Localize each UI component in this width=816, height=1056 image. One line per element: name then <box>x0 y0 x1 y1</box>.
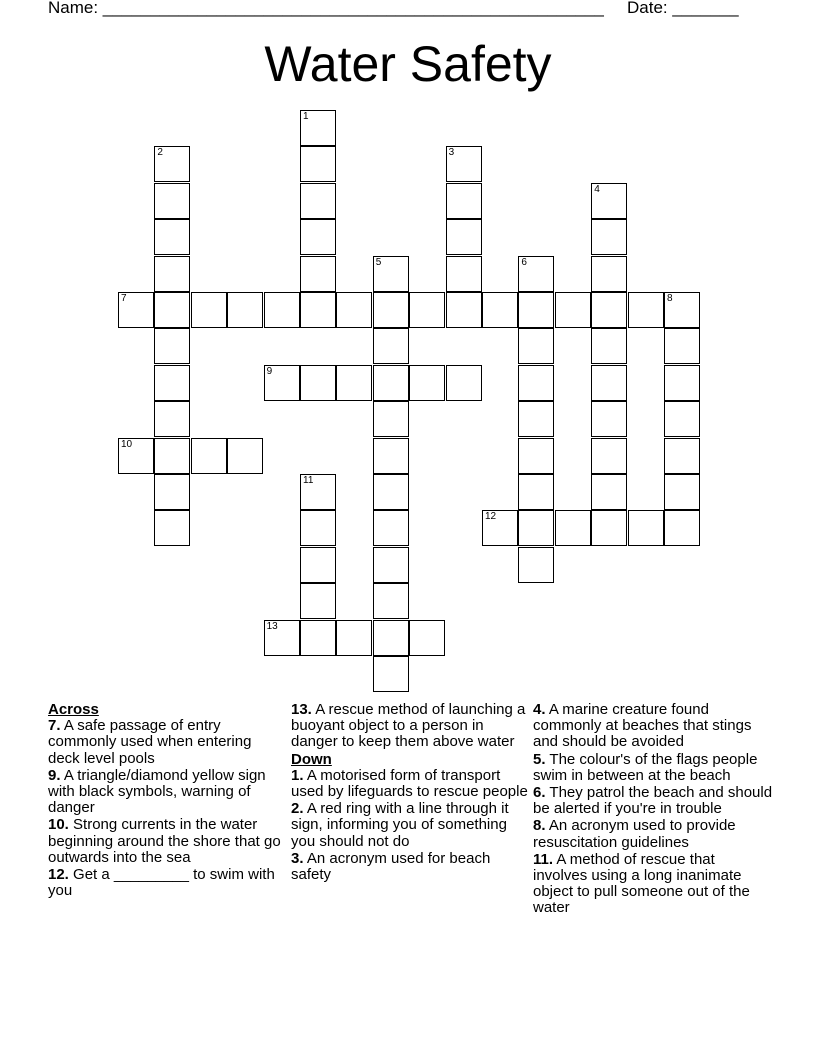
grid-cell[interactable] <box>264 620 300 656</box>
grid-cell[interactable] <box>555 292 591 328</box>
grid-cell[interactable] <box>628 510 664 546</box>
grid-cell[interactable] <box>591 474 627 510</box>
cell-number: 1 <box>303 111 309 122</box>
page-title: Water Safety <box>264 36 552 92</box>
grid-cell[interactable] <box>300 365 336 401</box>
clue-down-11 <box>533 852 773 917</box>
grid-cell[interactable] <box>373 583 409 619</box>
grid-cell[interactable] <box>373 292 409 328</box>
grid-cell[interactable] <box>591 183 627 219</box>
grid-cell[interactable] <box>591 328 627 364</box>
grid-cell[interactable] <box>555 510 591 546</box>
grid-cell[interactable] <box>591 219 627 255</box>
grid-cell[interactable] <box>591 401 627 437</box>
grid-cell[interactable] <box>373 401 409 437</box>
grid-cell[interactable] <box>446 292 482 328</box>
clue-number: 13. <box>291 701 312 718</box>
grid-cell[interactable] <box>409 620 445 656</box>
grid-cell[interactable] <box>482 510 518 546</box>
cell-number: 9 <box>266 365 273 377</box>
grid-cell[interactable] <box>373 547 409 583</box>
clue-number: 5. <box>533 750 546 768</box>
clue-text: An acronym used for beach safety <box>291 849 491 884</box>
clue-text: A safe passage of entry commonly used when entering deck level pools <box>48 717 252 767</box>
grid-cell[interactable] <box>373 328 409 364</box>
grid-cell[interactable] <box>628 292 664 328</box>
clue-number: 1. <box>291 766 304 784</box>
grid-cell[interactable] <box>591 365 627 401</box>
grid-cell[interactable] <box>264 365 300 401</box>
cell-number: 12 <box>485 511 497 523</box>
grid-cell[interactable] <box>118 292 154 328</box>
clue-text: Strong currents in the water beginning around the shore that go outwards into the sea <box>48 816 281 866</box>
grid-cell[interactable] <box>300 256 336 292</box>
grid-cell[interactable] <box>154 365 190 401</box>
clue-number: 9. <box>48 766 61 784</box>
grid-cell[interactable] <box>664 328 700 364</box>
grid-cell[interactable] <box>154 401 190 437</box>
grid-cell[interactable] <box>591 292 627 328</box>
grid-cell[interactable] <box>227 438 263 474</box>
clues-column-1 <box>48 702 286 900</box>
grid-cell[interactable] <box>664 365 700 401</box>
cell-number: 8 <box>667 293 673 304</box>
grid-cell[interactable] <box>300 183 336 219</box>
grid-cell[interactable] <box>373 620 409 656</box>
cell-number: 10 <box>121 438 133 450</box>
clue-across-7 <box>48 718 286 767</box>
clue-number: 6. <box>533 784 546 802</box>
clue-text: A triangle/diamond yellow sign with black symbols, warning of danger <box>48 766 266 817</box>
cell-number: 3 <box>448 147 455 159</box>
clue-number: 8. <box>533 817 546 835</box>
clue-down-5 <box>533 752 773 784</box>
grid-cell[interactable] <box>664 438 700 474</box>
clues-column-3 <box>533 702 773 918</box>
grid-cell[interactable] <box>336 292 372 328</box>
grid-cell[interactable] <box>300 547 336 583</box>
clue-text: A method of rescue that involves using a long inanimate object to pull someone out of the water <box>533 850 750 917</box>
grid-cell[interactable] <box>300 110 336 146</box>
date-field[interactable]: Date: _______ <box>627 0 739 17</box>
clue-number: 3. <box>291 849 304 867</box>
grid-cell[interactable] <box>154 510 190 546</box>
grid-cell[interactable] <box>409 365 445 401</box>
clue-down-4 <box>533 702 773 751</box>
grid-cell[interactable] <box>154 219 190 255</box>
grid-cell[interactable] <box>446 365 482 401</box>
clue-number: 4. <box>533 701 546 718</box>
clue-number: 10. <box>48 816 69 834</box>
grid-cell[interactable] <box>664 474 700 510</box>
across-heading: Across <box>48 701 99 718</box>
down-heading: Down <box>291 750 332 768</box>
grid-cell[interactable] <box>409 292 445 328</box>
clue-down-6 <box>533 785 773 817</box>
name-field[interactable]: Name: _____________________________________________________ <box>48 0 604 17</box>
clue-text: Get a _________ to swim with you <box>48 866 275 900</box>
grid-cell[interactable] <box>191 292 227 328</box>
grid-cell[interactable] <box>373 256 409 292</box>
grid-cell[interactable] <box>373 365 409 401</box>
grid-cell[interactable] <box>518 510 554 546</box>
grid-cell[interactable] <box>373 438 409 474</box>
grid-cell[interactable] <box>518 365 554 401</box>
clue-across-12 <box>48 867 286 899</box>
clue-across-9 <box>48 768 286 817</box>
grid-cell[interactable] <box>118 438 154 474</box>
clue-number: 2. <box>291 800 304 818</box>
clue-text: They patrol the beach and should be alerted if you're in trouble <box>533 784 773 818</box>
grid-cell[interactable] <box>591 256 627 292</box>
grid-cell[interactable] <box>518 256 554 292</box>
cell-number: 4 <box>594 183 600 195</box>
grid-cell[interactable] <box>336 365 372 401</box>
clue-number: 12. <box>48 866 69 884</box>
grid-cell[interactable] <box>300 219 336 255</box>
clue-across-13 <box>291 702 529 751</box>
grid-cell[interactable] <box>300 620 336 656</box>
grid-cell[interactable] <box>446 183 482 219</box>
grid-cell[interactable] <box>373 474 409 510</box>
grid-cell[interactable] <box>446 146 482 182</box>
grid-cell[interactable] <box>664 510 700 546</box>
clue-number: 11. <box>533 850 554 868</box>
clue-down-8 <box>533 818 773 850</box>
grid-cell[interactable] <box>373 656 409 692</box>
grid-cell[interactable] <box>591 510 627 546</box>
grid-cell[interactable] <box>154 146 190 182</box>
grid-cell[interactable] <box>591 438 627 474</box>
grid-cell[interactable] <box>373 510 409 546</box>
grid-cell[interactable] <box>518 438 554 474</box>
grid-cell[interactable] <box>264 292 300 328</box>
clue-across-10 <box>48 817 286 866</box>
cell-number: 11 <box>303 475 314 486</box>
clue-number: 7. <box>48 717 61 735</box>
grid-cell[interactable] <box>154 438 190 474</box>
clue-down-1 <box>291 768 529 800</box>
clue-text: A marine creature found commonly at beaches that stings and should be avoided <box>533 701 752 751</box>
grid-cell[interactable] <box>300 583 336 619</box>
clue-down-3 <box>291 851 529 883</box>
grid-cell[interactable] <box>446 219 482 255</box>
grid-cell[interactable] <box>154 292 190 328</box>
grid-cell[interactable] <box>154 183 190 219</box>
grid-cell[interactable] <box>300 146 336 182</box>
clue-text: The colour's of the flags people swim in between at the beach <box>533 750 758 784</box>
cell-number: 5 <box>375 256 382 268</box>
grid-cell[interactable] <box>154 256 190 292</box>
clue-text: An acronym used to provide resuscitation guidelines <box>533 817 736 851</box>
grid-cell[interactable] <box>300 510 336 546</box>
clue-down-2 <box>291 801 529 850</box>
clue-text: A red ring with a line through it sign, informing you of something you should not do <box>291 800 509 850</box>
grid-cell[interactable] <box>518 474 554 510</box>
grid-cell[interactable] <box>154 328 190 364</box>
grid-cell[interactable] <box>664 401 700 437</box>
grid-cell[interactable] <box>154 474 190 510</box>
grid-cell[interactable] <box>336 620 372 656</box>
cell-number: 7 <box>121 293 127 304</box>
grid-cell[interactable] <box>300 292 336 328</box>
grid-cell[interactable] <box>300 474 336 510</box>
grid-cell[interactable] <box>518 292 554 328</box>
grid-cell[interactable] <box>482 292 518 328</box>
clue-text: A motorised form of transport used by lifeguards to rescue people <box>291 766 528 801</box>
grid-cell[interactable] <box>518 547 554 583</box>
cell-number: 2 <box>157 147 163 159</box>
grid-cell[interactable] <box>227 292 263 328</box>
clue-text: A rescue method of launching a buoyant object to a person in danger to keep them above water <box>291 701 526 751</box>
grid-cell[interactable] <box>518 401 554 437</box>
grid-cell[interactable] <box>664 292 700 328</box>
grid-cell[interactable] <box>191 438 227 474</box>
clues-column-2 <box>291 702 529 884</box>
grid-cell[interactable] <box>446 256 482 292</box>
grid-cell[interactable] <box>518 328 554 364</box>
cell-number: 6 <box>521 256 527 268</box>
cell-number: 13 <box>266 620 278 632</box>
